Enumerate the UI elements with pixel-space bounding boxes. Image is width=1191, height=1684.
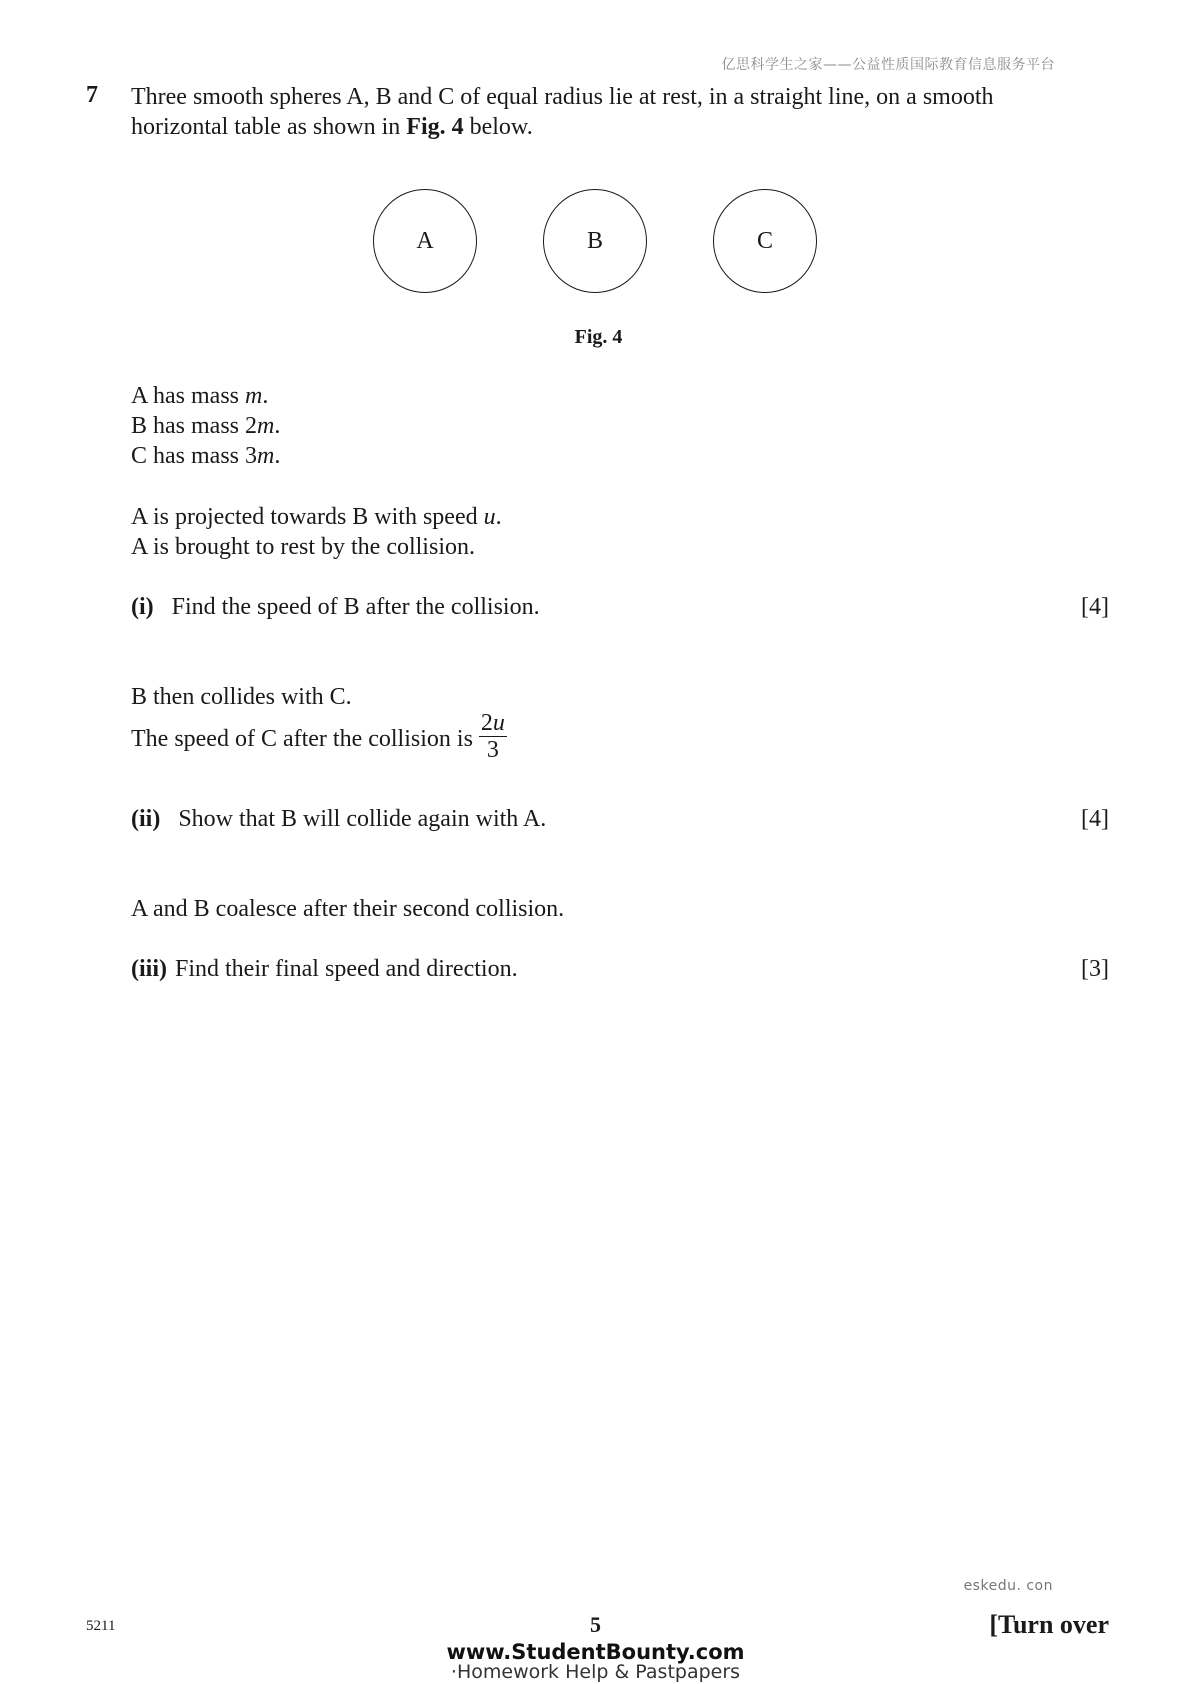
coalesce-text: A and B coalesce after their second collision. (131, 896, 565, 922)
part-text: Find their final speed and direction. (175, 956, 518, 982)
mass-a: A has mass m. (131, 383, 269, 409)
part-ii (131, 804, 546, 834)
projection-line1: A is projected towards B with speed u. (131, 504, 502, 530)
part-label: (iii) (131, 956, 167, 982)
question-intro-line2 (131, 112, 533, 142)
paper-code: 5211 (86, 1618, 116, 1634)
fig-reference: Fig. 4 (406, 114, 464, 140)
logo-tagline: ·Homework Help & Pastpapers (450, 1661, 741, 1683)
part-ii-marks: [4] (1081, 806, 1109, 832)
page-number: 5 (590, 1612, 601, 1637)
sphere-label: A (416, 227, 434, 254)
fraction-2u-over-3: $\frac{2u}{3}$ (480, 710, 505, 763)
watermark-header: 亿思科学生之家——公益性质国际教育信息服务平台 (721, 57, 1055, 73)
sphere-label: B (586, 227, 603, 254)
logo-url: www.StudentBounty.com (446, 1640, 745, 1664)
part-iii-marks: [3] (1081, 956, 1109, 982)
part-i-marks: [4] (1081, 594, 1109, 620)
mass-b: B has mass 2m. (131, 413, 281, 439)
question-intro-line1: Three smooth spheres A, B and C of equal radius lie at rest, in a straight line, on a smooth (131, 84, 994, 110)
b-collides-line1: B then collides with C. (131, 684, 352, 710)
sphere-b (543, 189, 647, 293)
part-iii (131, 954, 518, 984)
part-text: Show that B will collide again with A. (178, 806, 547, 832)
eskedu-watermark: eskedu. con (963, 1578, 1053, 1594)
part-label: (i) (131, 594, 154, 620)
intro-text-end: below. (463, 114, 533, 140)
part-i (131, 592, 540, 622)
part-text: Find the speed of B after the collision. (171, 594, 540, 620)
b-collides-line2: The speed of C after the collision is $\frac{2u}{3}$ (131, 710, 505, 763)
sphere-c (713, 189, 817, 293)
studentbounty-logo (0, 1642, 1191, 1682)
turn-over-label: [Turn over (989, 1610, 1109, 1639)
mass-c: C has mass 3m. (131, 443, 281, 469)
question-number: 7 (86, 82, 98, 108)
figure-caption: Fig. 4 (574, 326, 623, 348)
projection-line2: A is brought to rest by the collision. (131, 534, 475, 560)
sphere-label: C (756, 227, 773, 254)
sphere-a (373, 189, 477, 293)
intro-text: horizontal table as shown in (131, 114, 407, 140)
part-label: (ii) (131, 806, 161, 832)
